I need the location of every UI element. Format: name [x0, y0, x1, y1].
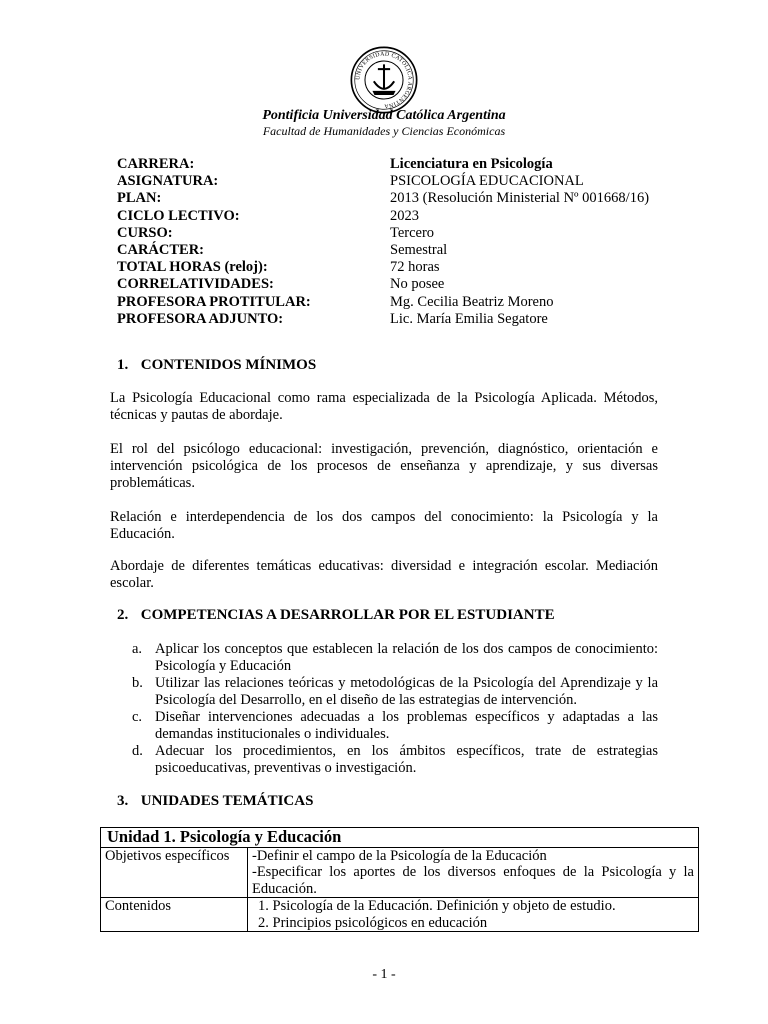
unit-title: Unidad 1. Psicología y Educación [101, 828, 699, 848]
info-row-correlatividades [117, 276, 649, 293]
contents-list [252, 898, 694, 931]
list-marker: b. [132, 675, 143, 691]
info-key: CARÁCTER: [117, 242, 204, 259]
university-name: Pontificia Universidad Católica Argentina [262, 108, 506, 123]
list-marker: a. [132, 641, 143, 657]
paragraph: La Psicología Educacional como rama especializada de la Psicología Aplicada. Métodos, técnicas y pautas de abordaje. [110, 390, 658, 423]
info-value: No posee [390, 276, 445, 293]
contents-cell [248, 898, 699, 932]
faculty-name: Facultad de Humanidades y Ciencias Económicas [262, 124, 506, 138]
info-value: Mg. Cecilia Beatriz Moreno [390, 293, 554, 310]
info-row-ciclo-lectivo [117, 208, 649, 225]
list-item-text: Utilizar las relaciones teóricas y metodológicas de la Psicología del Aprendizaje y la Psicología del Desarrollo, en el diseño de las estrategias de intervención. [155, 675, 658, 708]
university-crest-logo [350, 46, 418, 114]
section-number: 3. [117, 793, 129, 809]
list-item-text: Diseñar intervenciones adecuadas a los problemas específicos y adaptadas a las demandas institucionales o individuales. [155, 709, 658, 742]
info-key: CORRELATIVIDADES: [117, 276, 274, 293]
paragraph: El rol del psicólogo educacional: investigación, prevención, diagnóstico, orientación e intervención psicológica de los procesos de enseñanza y aprendizaje, y sus diversas problemáticas. [110, 441, 658, 491]
objectives-label: Objetivos específicos [101, 847, 248, 898]
info-row-total-horas [117, 259, 649, 276]
competencies-list [132, 641, 658, 777]
table-row [101, 898, 699, 932]
section-heading-contenidos-minimos [117, 357, 316, 374]
info-row-asignatura [117, 173, 649, 190]
info-value: Lic. María Emilia Segatore [390, 310, 548, 327]
list-item [132, 641, 658, 675]
info-value: 2013 (Resolución Ministerial Nº 001668/16) [390, 190, 650, 207]
contents-label: Contenidos [101, 898, 248, 932]
info-row-carrera [117, 156, 649, 173]
list-marker: c. [132, 709, 143, 725]
info-key: PLAN: [117, 190, 162, 207]
objectives-cell [248, 847, 699, 898]
info-row-curso [117, 225, 649, 242]
info-key: CURSO: [117, 224, 173, 241]
list-item-text: Aplicar los conceptos que establecen la relación de los dos campos de conocimiento: Psicología y Educación [155, 641, 658, 674]
info-key: PROFESORA ADJUNTO: [117, 310, 284, 327]
section-number: 1. [117, 357, 129, 373]
paragraph: Relación e interdependencia de los dos campos del conocimiento: la Psicología y la Educación. [110, 509, 658, 542]
section-title: COMPETENCIAS A DESARROLLAR POR EL ESTUDIANTE [140, 607, 555, 623]
section-heading-competencias [117, 607, 555, 624]
info-value: PSICOLOGÍA EDUCACIONAL [390, 173, 584, 190]
objective-item: -Definir el campo de la Psicología de la Educación [252, 847, 547, 864]
page-number: - 1 - [372, 967, 396, 982]
info-row-caracter [117, 242, 649, 259]
section-heading-unidades-tematicas [117, 793, 313, 810]
info-key: PROFESORA PROTITULAR: [117, 293, 311, 310]
content-item: 2. Principios psicológicos en educación [258, 914, 488, 931]
info-value: Licenciatura en Psicología [390, 156, 553, 172]
paragraph: Abordaje de diferentes temáticas educativas: diversidad e integración escolar. Mediación escolar. [110, 558, 658, 591]
list-item [132, 743, 658, 777]
section-title: CONTENIDOS MÍNIMOS [140, 357, 317, 373]
info-value: 72 horas [390, 259, 440, 276]
info-row-profesora-adjunto [117, 311, 649, 328]
unit-title-row [101, 828, 699, 848]
objective-item: -Especificar los aportes de los diversos enfoques de la Psicología y la Educación. [252, 864, 694, 897]
list-marker: d. [132, 743, 143, 759]
info-value: Tercero [390, 224, 435, 241]
section-title: UNIDADES TEMÁTICAS [140, 793, 314, 809]
info-row-plan [117, 190, 649, 207]
crest-text: UNIVERSIDAD CATÓLICA ARGENTINA [355, 51, 413, 109]
info-value: Semestral [390, 242, 448, 259]
info-key: ASIGNATURA: [117, 173, 219, 190]
content-item: 1. Psicología de la Educación. Definición y objeto de estudio. [258, 898, 616, 914]
info-row-profesora-protitular [117, 294, 649, 311]
course-info-block [117, 156, 649, 328]
info-key: CARRERA: [117, 156, 195, 172]
info-key: TOTAL HORAS (reloj): [117, 259, 268, 276]
info-value: 2023 [390, 207, 419, 224]
table-row [101, 847, 699, 898]
section-number: 2. [117, 607, 129, 623]
unit-table [100, 827, 699, 932]
list-item [132, 675, 658, 709]
info-key: CICLO LECTIVO: [117, 207, 240, 224]
list-item [132, 709, 658, 743]
list-item-text: Adecuar los procedimientos, en los ámbitos específicos, trate de estrategias psicoeducativas, preventivas o investigación. [155, 743, 658, 776]
